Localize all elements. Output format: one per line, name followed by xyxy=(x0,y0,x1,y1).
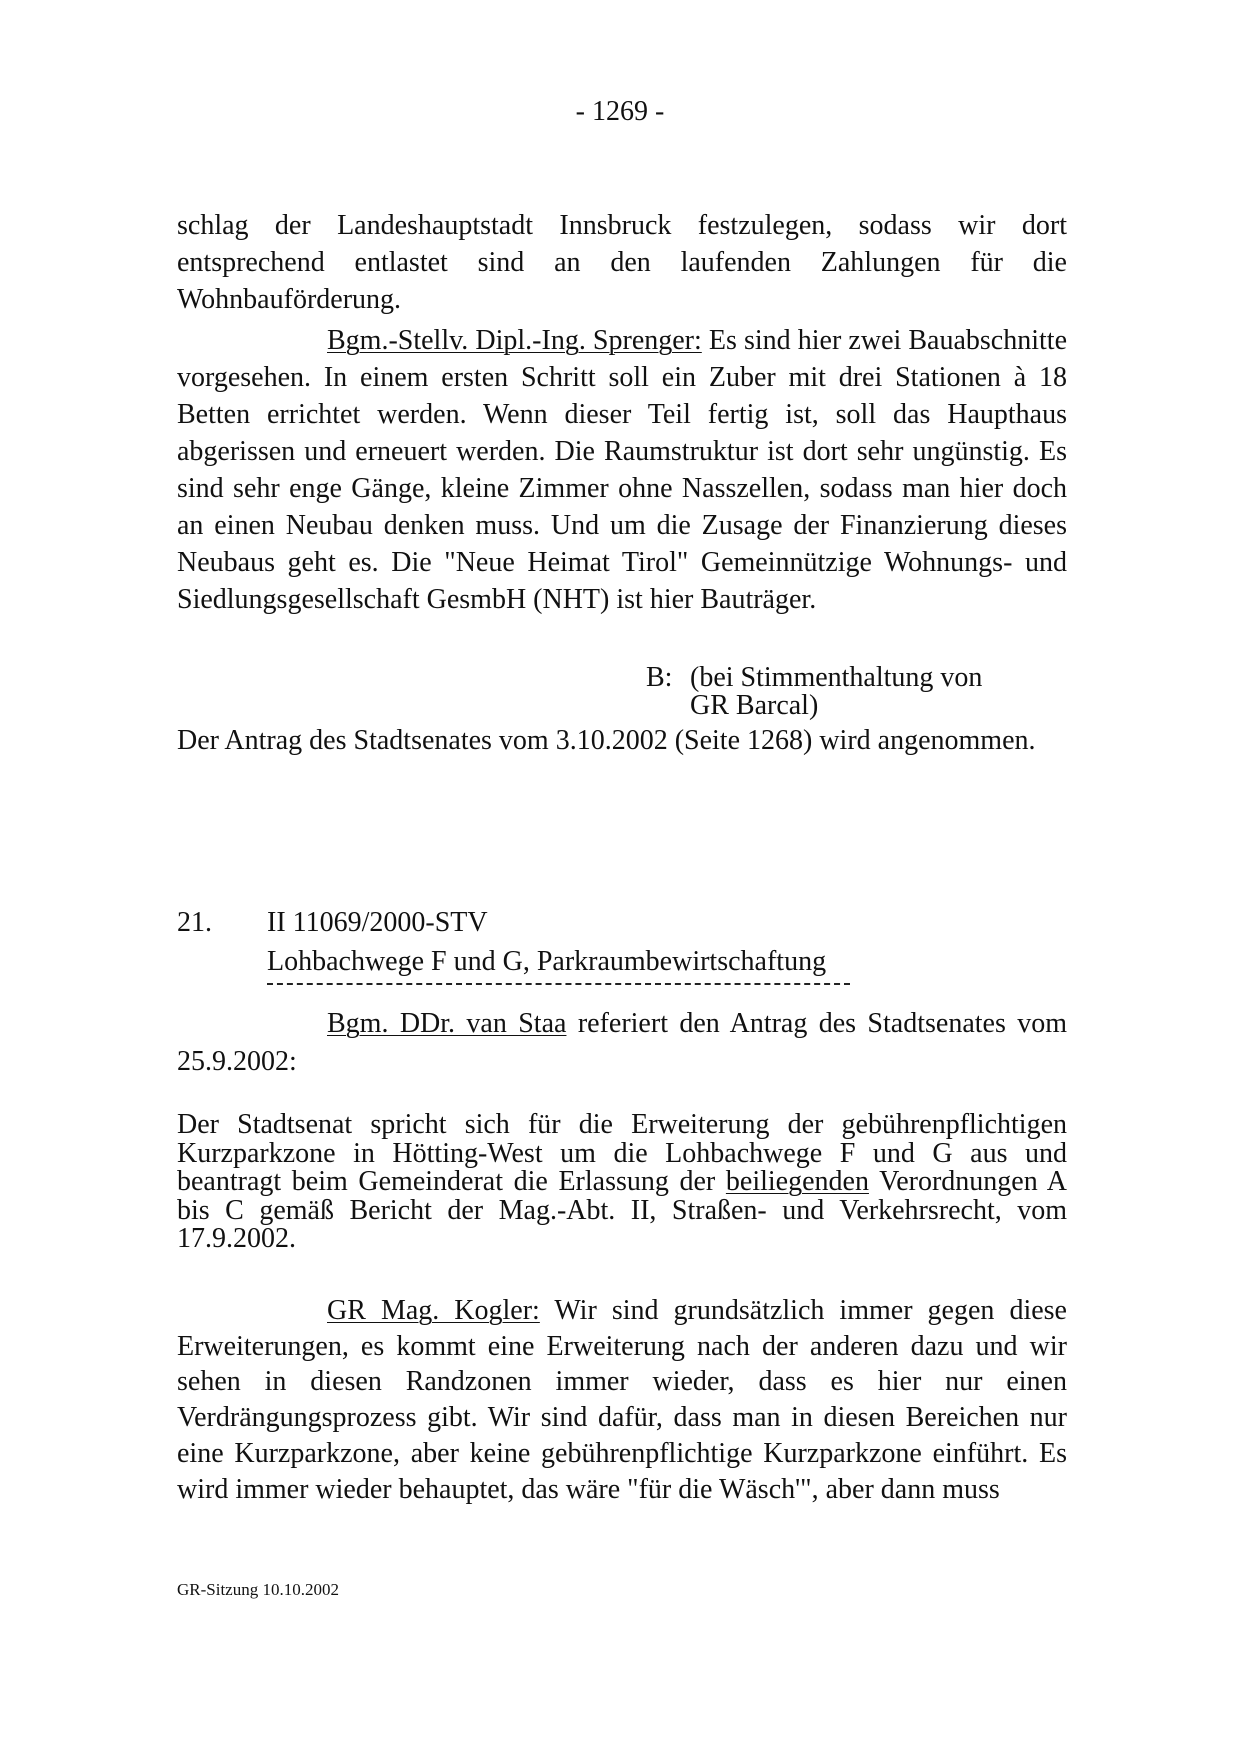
agenda-item-reference: II 11069/2000-STV xyxy=(267,907,488,938)
referent-line xyxy=(327,1008,1067,1040)
agenda-item-number: 21. xyxy=(177,907,212,938)
referent-date: 25.9.2002: xyxy=(177,1046,297,1077)
page-number: - 1269 - xyxy=(575,96,665,127)
motion-text xyxy=(177,1111,1067,1254)
paragraph-kogler xyxy=(177,1293,1067,1507)
statement-kogler: Wir sind grundsätzlich immer gegen diese Erweiterungen, es kommt eine Erweiterung nach der anderen dazu und wir sehen in diesen Randzonen immer wieder, dass es hier nur einen Verdrängungsprozess gibt. Wir sind dafür, dass man in diesen Bereichen nur eine Kurzparkzone, aber keine gebührenpflichtige Kurzparkzone einführt. Es wird immer wieder behauptet, das wäre "für die Wäsch'", aber dann muss xyxy=(177,1295,1067,1505)
motion-underlined-word: beiliegenden xyxy=(725,1166,869,1197)
vote-note xyxy=(690,664,982,720)
footer-session-date: GR-Sitzung 10.10.2002 xyxy=(177,1580,339,1599)
speaker-van-staa: Bgm. DDr. van Staa xyxy=(327,1008,567,1039)
paragraph-continuation: schlag der Landeshauptstadt Innsbruck festzulegen, sodass wir dort entsprechend entlastet sind an den laufenden Zahlungen für die Wohnbauförderung. xyxy=(177,210,1067,315)
decision-text: Der Antrag des Stadtsenates vom 3.10.2002 (Seite 1268) wird angenommen. xyxy=(177,725,1036,756)
vote-note-line-1: (bei Stimmenthaltung von xyxy=(690,662,983,693)
statement-sprenger: Es sind hier zwei Bauabschnitte vorgesehen. In einem ersten Schritt soll ein Zuber mit drei Stationen à 18 Betten errichtet werden. Wenn dieser Teil fertig ist, soll das Haupthaus abgerissen und erneuert werden. Die Raumstruktur ist dort sehr ungünstig. Es sind sehr enge Gänge, kleine Zimmer ohne Nasszellen, sodass man hier doch an einen Neubau denken muss. Und um die Zusage der Finanzierung dieses Neubaus geht es. Die "Neue Heimat Tirol" Gemeinnützige Wohnungs- und Siedlungsgesellschaft GesmbH (NHT) ist hier Bauträger. xyxy=(177,325,1067,615)
agenda-item-divider xyxy=(267,983,850,985)
speaker-sprenger: Bgm.-Stellv. Dipl.-Ing. Sprenger: xyxy=(327,325,702,356)
agenda-item-title: Lohbachwege F und G, Parkraumbewirtschaftung xyxy=(267,946,827,977)
vote-note-line-2: GR Barcal) xyxy=(690,690,819,721)
vote-label: B: xyxy=(646,662,673,693)
motion-part-2: Verordnungen A bis C gemäß Bericht der Mag.-Abt. II, Straßen- und Verkehrsrecht, vom 17.9.2002. xyxy=(177,1166,1067,1254)
paragraph-sprenger xyxy=(177,322,1067,618)
referent-statement: referiert den Antrag des Stadtsenates vom xyxy=(566,1008,1068,1039)
motion-part-1: Der Stadtsenat spricht sich für die Erweiterung der gebührenpflichtigen Kurzparkzone in Hötting-West um die Lohbachwege F und G aus und beantragt beim Gemeinderat die Erlassung der xyxy=(177,1109,1067,1197)
speaker-kogler: GR Mag. Kogler: xyxy=(327,1295,540,1326)
